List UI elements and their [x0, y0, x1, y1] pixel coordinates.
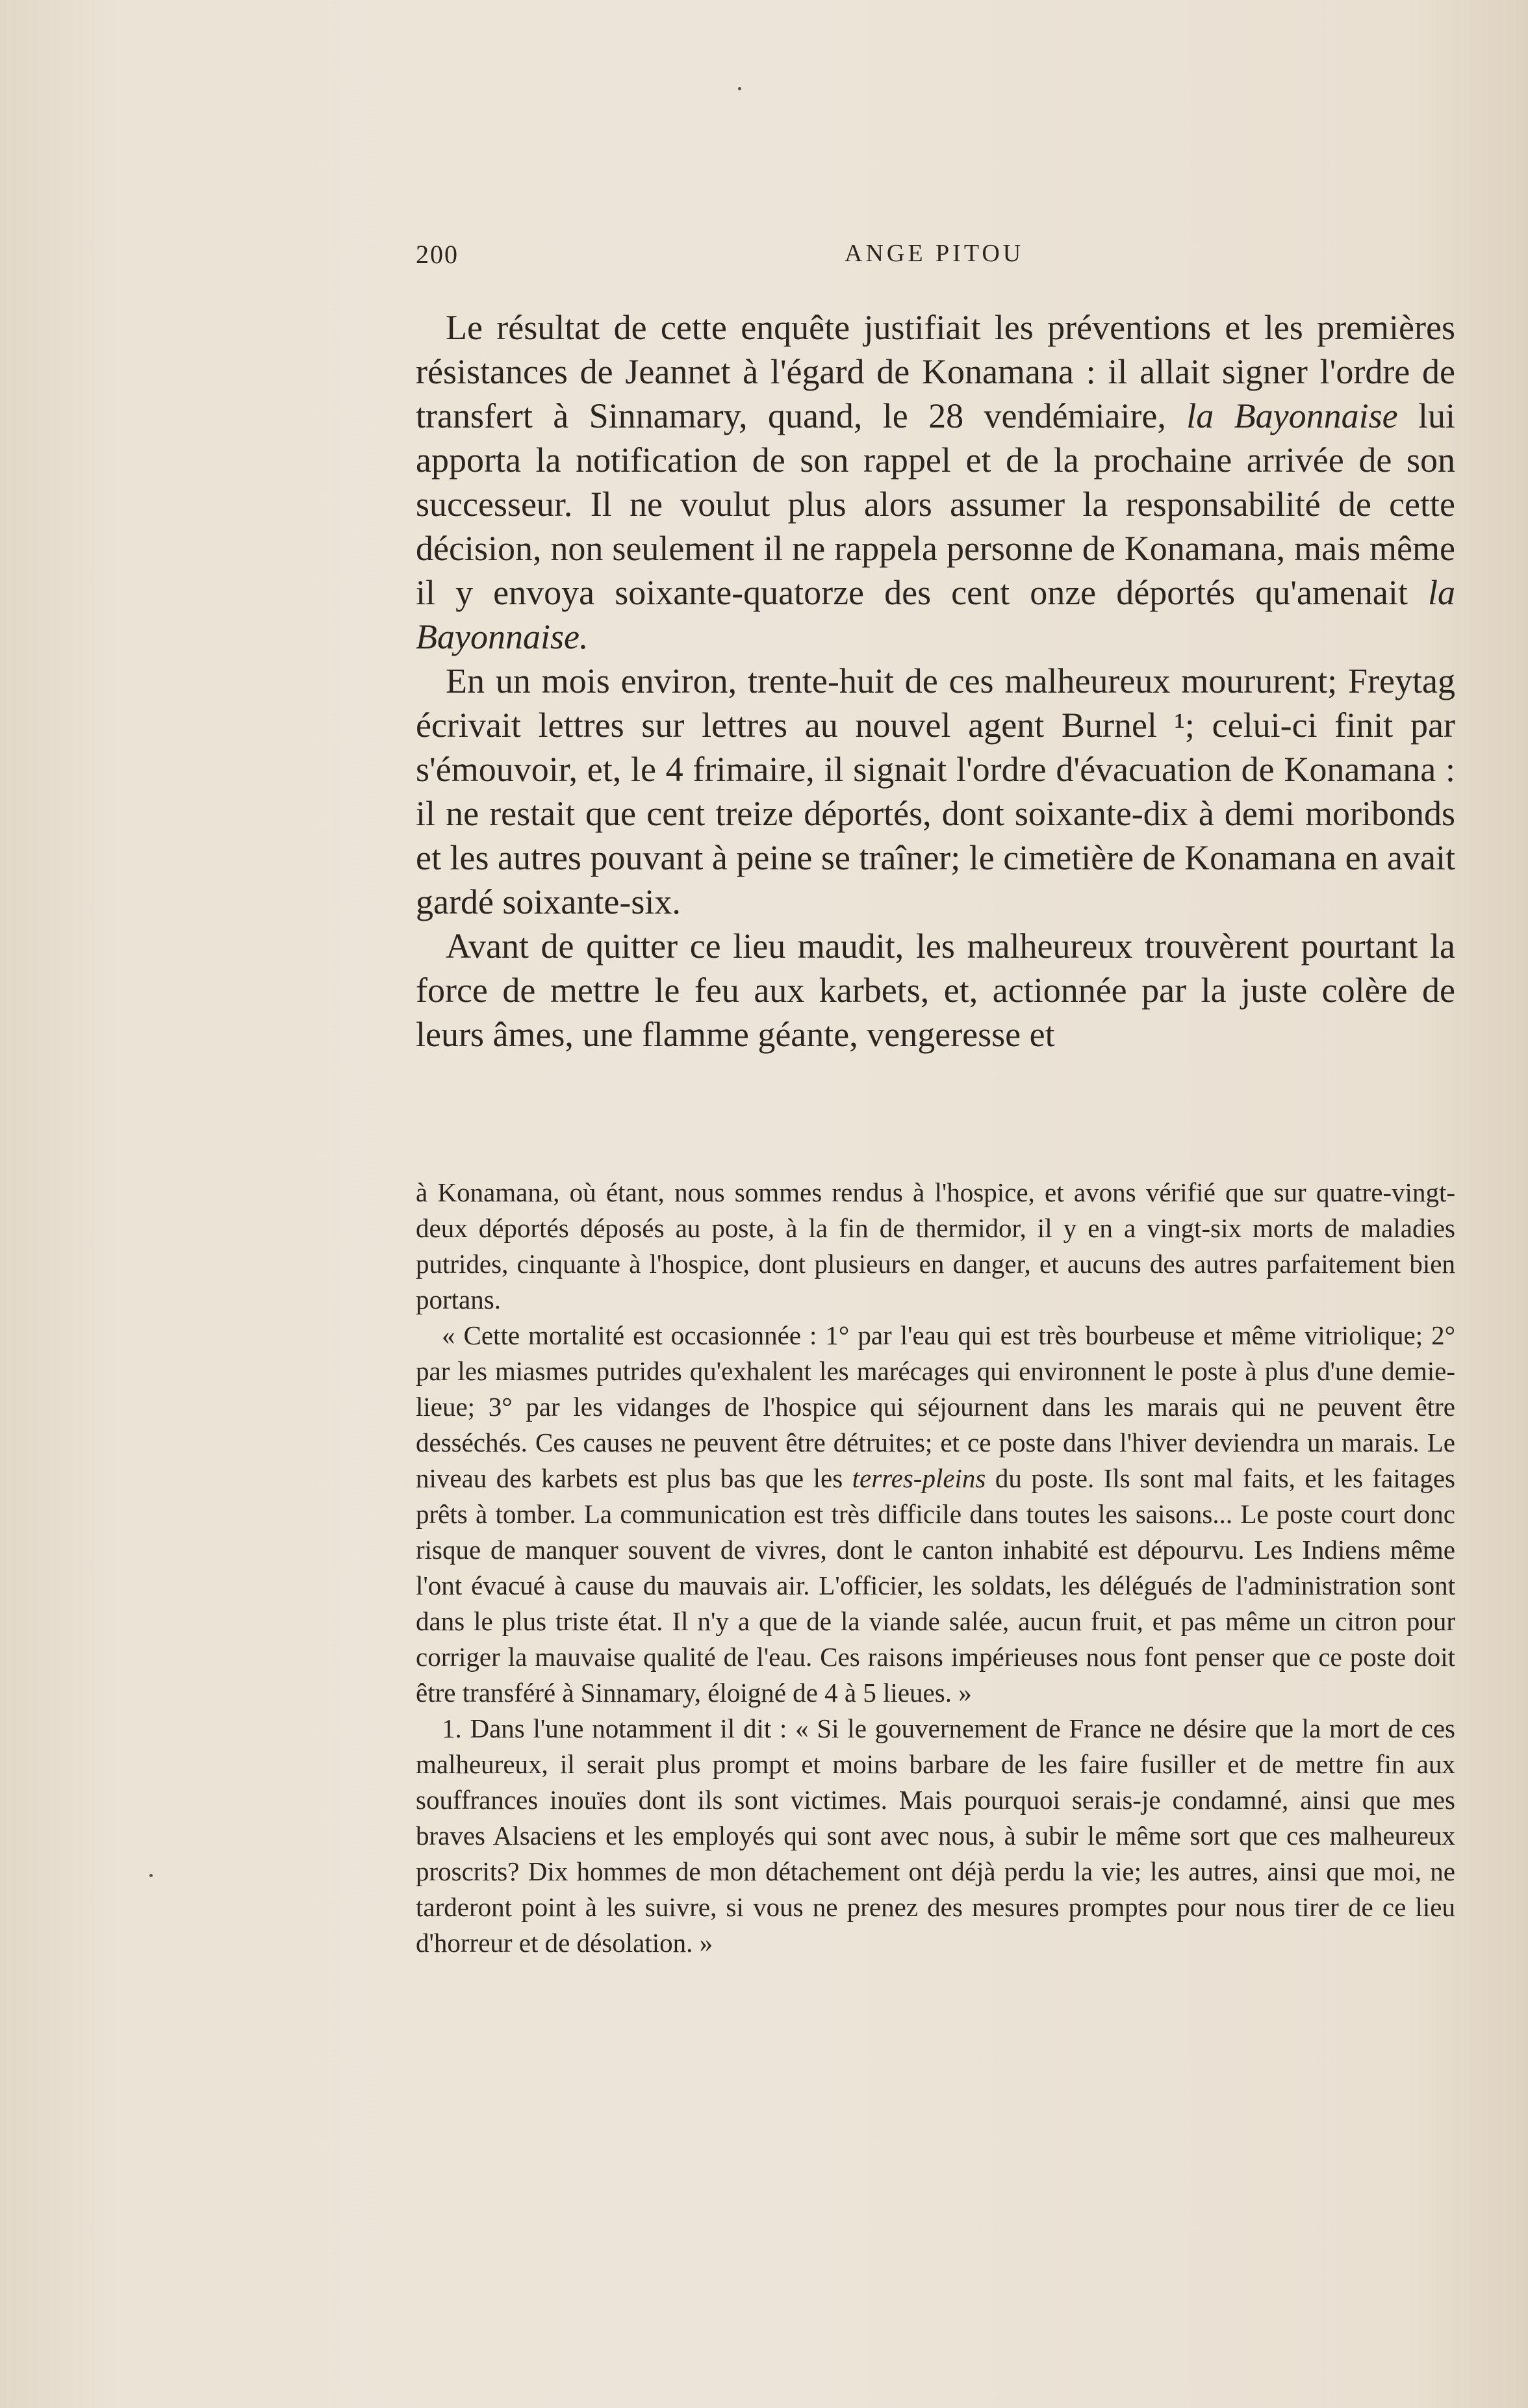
text-run: à Konamana, où étant, nous sommes rendus à l'hospice, et avons vérifié que sur quatre-vingt-deux déportés déposés au poste, à la fin de thermidor, il y en a vingt-six morts de maladies putrides, cinquante à l'hospice, dont plusieurs en danger, et aucuns des autres parfaitement bien portans. — [416, 1177, 1455, 1314]
text-run: « Cette mortalité est occasionnée : 1° par l'eau qui est très bourbeuse et même vitriolique; 2° par les miasmes putrides qu'exhalent les marécages qui environnent le poste à plus d'une demie-lieue; 3° par les vidanges de l'hospice qui séjournent dans les marais qui ne peuvent être desséchés. Ces causes ne peuvent être détruites; et ce poste dans l'hiver deviendra un marais. Le niveau des karbets est plus bas que les — [416, 1320, 1455, 1493]
main-text — [416, 305, 1455, 1057]
text-run: En un mois environ, trente-huit de ces malheureux moururent; Freytag écrivait lettres sur lettres au nouvel agent Burnel ¹; celui-ci finit par s'émouvoir, et, le 4 frimaire, il signait l'ordre d'évacuation de Konamana : il ne restait que cent treize déportés, dont soixante-dix à demi moribonds et les autres pouvant à peine se traîner; le cimetière de Konamana en avait gardé soixante-six. — [416, 661, 1455, 921]
body-paragraph — [416, 305, 1455, 659]
footnote-continuation — [416, 1175, 1455, 1318]
text-run: Avant de quitter ce lieu maudit, les malheureux trouvèrent pourtant la force de mettre le feu aux karbets, et, actionnée par la juste colère de leurs âmes, une flamme géante, vengeresse et — [416, 927, 1455, 1054]
text-run: lui apporta la notification de son rappel et de la prochaine arrivée de son successeur. Il ne voulut plus alors assumer la responsabilité de cette décision, non seulement il ne rappela personne de Konamana, mais même il y envoya soixante-quatorze des cent onze déportés qu'amenait — [416, 396, 1455, 612]
body-paragraph — [416, 659, 1455, 924]
footnotes — [416, 1175, 1455, 1961]
italic-run: la Bayonnaise — [1186, 396, 1398, 435]
footnote-1 — [416, 1711, 1455, 1961]
italic-run: terres-pleins — [852, 1463, 986, 1493]
page-header — [416, 239, 1455, 278]
body-paragraph — [416, 924, 1455, 1057]
text-run: du poste. Ils sont mal faits, et les faitages prêts à tomber. La communication est très difficile dans toutes les saisons... Le poste court donc risque de manquer souvent de vivres, dont le canton inhabité est dépourvu. Les Indiens même l'ont évacué à cause du mauvais air. L'officier, les soldats, les délégués de l'administration sont dans le plus triste état. Il n'y a que de la viande salée, aucun fruit, et pas même un citron pour corriger la mauvaise qualité de l'eau. Ces raisons impérieuses nous font penser que ce poste doit être transféré à Sinnamary, éloigné de 4 à 5 lieues. » — [416, 1463, 1456, 1708]
page-number: 200 — [416, 240, 459, 269]
footnote-paragraph — [416, 1318, 1455, 1711]
ink-speck — [738, 87, 741, 90]
ink-speck — [149, 1874, 153, 1877]
text-run: 1. Dans l'une notamment il dit : « Si le gouvernement de France ne désire que la mort de ces malheureux, il serait plus prompt et moins barbare de les faire fusiller et de mettre fin aux souffrances inouïes dont ils sont victimes. Mais pourquoi serais-je condamné, ainsi que mes braves Alsaciens et les employés qui sont avec nous, à subir le même sort que ces malheureux proscrits? Dix hommes de mon détachement ont déjà perdu la vie; les autres, ainsi que moi, ne tarderont point à les suivre, si vous ne prenez des mesures promptes pour nous tirer de ce lieu d'horreur et de désolation. » — [416, 1713, 1455, 1958]
running-title: ANGE PITOU — [845, 240, 1025, 267]
italic-run: la Bayonnaise. — [416, 573, 1455, 656]
text-run: Le résultat de cette enquête justifiait les préventions et les premières résistances de Jeannet à l'égard de Konamana : il allait signer l'ordre de transfert à Sinnamary, quand, le 28 vendémiaire, — [416, 308, 1455, 435]
